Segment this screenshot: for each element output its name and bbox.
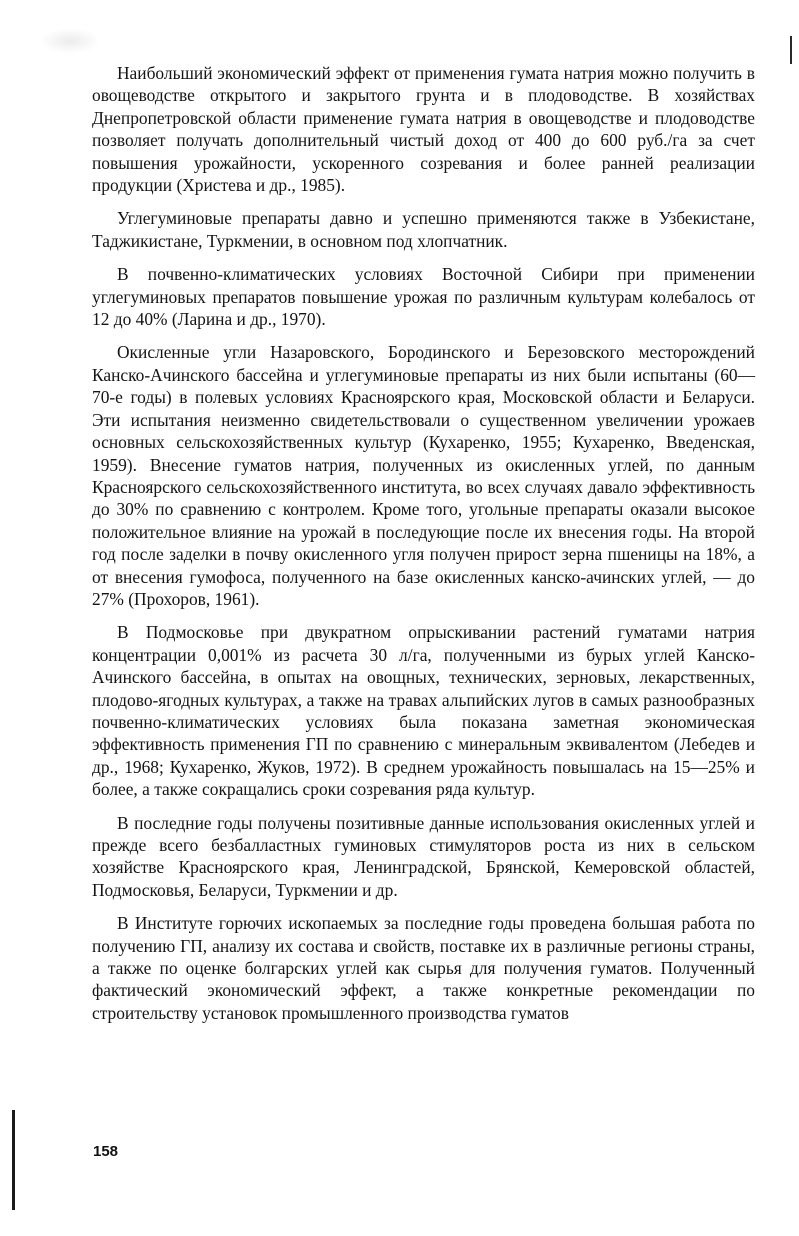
scan-smudge [40, 28, 100, 54]
paragraph-3: В почвенно-климатических условиях Восточной Сибири при применении углегуминовых препаратов повышение урожая по различным культурам колебалось от 12 до 40% (Ларина и др., 1970). [92, 264, 755, 330]
page-number: 158 [93, 1143, 119, 1160]
paragraph-1: Наибольший экономический эффект от применения гумата натрия можно получить в овощеводстве открытого и закрытого грунта и в плодоводстве. В хозяйствах Днепропетровской области применение гумата натрия в овощеводстве и плодоводстве позволяет получать дополнительный чистый доход от 400 до 600 руб./га за счет повышения урожайности, ускоренного созревания и более ранней реализации продукции (Христева и др., 1985). [92, 63, 755, 196]
scan-edge-mark-right [790, 36, 792, 64]
paragraph-5: В Подмосковье при двукратном опрыскивании растений гуматами натрия концентрации 0,001% из расчета 30 л/га, полученными из бурых углей Канско-Ачинского бассейна, в опытах на овощных, технических, зерновых, лекарственных, плодово-ягодных культурах, а также на травах альпийских лугов в самых разнообразных почвенно-климатических условиях была показана заметная экономическая эффективность применения ГП по сравнению с минеральным эквивалентом (Лебедев и др., 1968; Кухаренко, Жуков, 1972). В среднем урожайность повышалась на 15—25% и более, а также сокращались сроки созревания ряда культур. [92, 622, 755, 800]
paragraph-7: В Институте горючих ископаемых за последние годы проведена большая работа по получению ГП, анализу их состава и свойств, поставке их в различные регионы страны, а также по оценке болгарских углей как сырья для получения гуматов. Полученный фактический экономический эффект, а также конкретные рекомендации по строительству установок промышленного производства гуматов [92, 913, 755, 1023]
paragraph-2: Углегуминовые препараты давно и успешно применяются также в Узбекистане, Таджикистане, Туркмении, в основном под хлопчатник. [92, 208, 755, 251]
scan-edge-mark-left [12, 1110, 15, 1210]
paragraph-4: Окисленные угли Назаровского, Бородинского и Березовского месторождений Канско-Ачинского бассейна и углегуминовые препараты из них были испытаны (60—70-е годы) в полевых условиях Красноярского края, Московской области и Беларуси. Эти испытания неизменно свидетельствовали о существенном увеличении урожаев основных сельскохозяйственных культур (Кухаренко, 1955; Кухаренко, Введенская, 1959). Внесение гуматов натрия, полученных из окисленных углей, по данным Красноярского сельскохозяйственного института, во всех случаях давало эффективность до 30% по сравнению с контролем. Кроме того, угольные препараты оказали высокое положительное влияние на урожай в последующие после их внесения годы. На второй год после заделки в почву окисленного угля получен прирост зерна пшеницы на 18%, а от внесения гумофоса, полученного на базе окисленных канско-ачинских углей, — до 27% (Прохоров, 1961). [92, 342, 755, 609]
page-body [92, 62, 755, 1035]
paragraph-6: В последние годы получены позитивные данные использования окисленных углей и прежде всего безбалластных гуминовых стимуляторов роста из них в сельском хозяйстве Красноярского края, Ленинградской, Брянской, Кемеровской областей, Подмосковья, Беларуси, Туркмении и др. [92, 812, 755, 900]
